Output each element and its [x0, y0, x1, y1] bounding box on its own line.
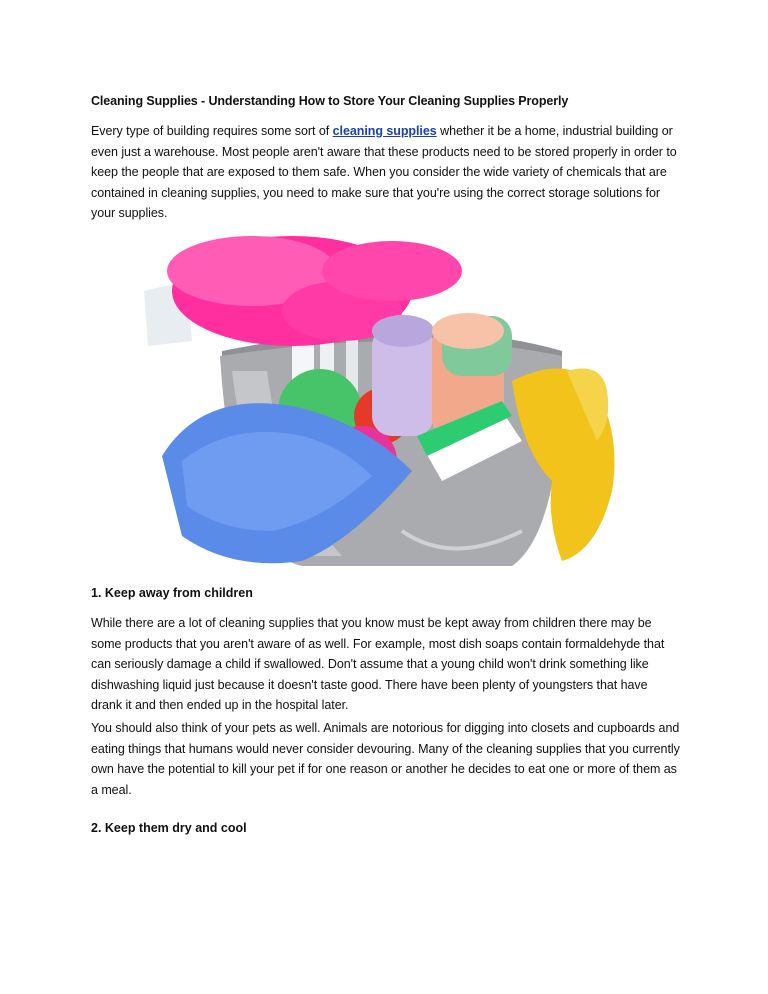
section-heading-keep-away: 1. Keep away from children	[91, 586, 253, 600]
page-title: Cleaning Supplies - Understanding How to Store Your Cleaning Supplies Properly	[91, 94, 569, 108]
intro-paragraph	[91, 121, 681, 224]
section-heading-dry-cool: 2. Keep them dry and cool	[91, 821, 247, 835]
section1-paragraph-1: While there are a lot of cleaning supplies that you know must be kept away from children there may be some products that you aren't aware of as well. For example, most dish soaps contain formaldehyde that can seriously damage a child if swallowed. Don't assume that a young child won't drink something like dishwashing liquid just because it doesn't taste good. There have been plenty of youngsters that have drank it and then ended up in the hospital later.	[91, 616, 665, 712]
section1-paragraph-2: You should also think of your pets as well. Animals are notorious for digging into closets and cupboards and eating things that humans would never consider devouring. Many of the cleaning supplies that you currently own have the potential to kill your pet if for one reason or another he decides to eat one or more of them as a meal.	[91, 721, 680, 797]
cleaning-supplies-photo	[92, 231, 670, 571]
intro-text-after-link: whether it be a home, industrial building or even just a warehouse. Most people aren't aware that these products need to be stored properly in order to keep the people that are exposed to them safe. When you consider the wide variety of chemicals that are contained in cleaning supplies, you need to make sure that you're using the correct storage solutions for your supplies.	[91, 124, 677, 220]
cleaning-supplies-link[interactable]: cleaning supplies	[332, 124, 437, 138]
intro-text-before-link: Every type of building requires some sort of	[91, 124, 333, 138]
